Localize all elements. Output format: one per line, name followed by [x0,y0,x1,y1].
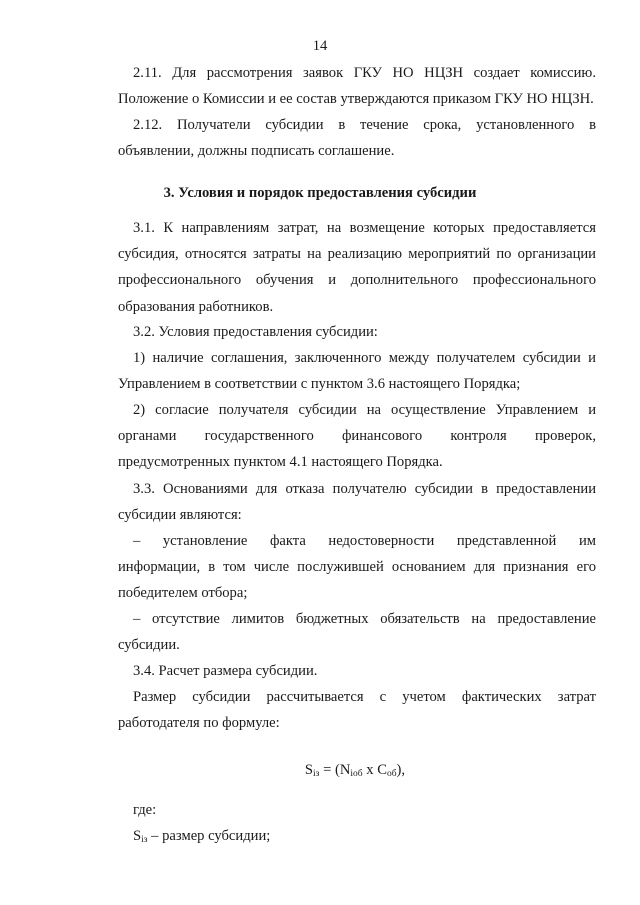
text-line: – установление факта недостоверности представленной им [133,533,596,549]
refusal-item-2 [118,606,596,658]
text-line: субсидии. [118,637,180,654]
text-line: где: [133,802,157,818]
text-line: объявлении, должны подписать соглашение. [118,143,395,160]
text-line: Управлением в соответствии с пунктом 3.6 настоящего Порядка; [118,376,521,393]
text-line: образования работников. [118,298,274,315]
text-line: профессионального обучения и дополнительного профессионального [118,272,596,289]
text-line: субсидии являются: [118,507,242,524]
text-line: предусмотренных пунктом 4.1 настоящего Порядка. [118,454,443,471]
text-line: Положение о Комиссии и ее состав утверждаются приказом ГКУ НО НЦЗН. [118,91,594,108]
text-line: – отсутствие лимитов бюджетных обязательств на предоставление [133,611,596,627]
text-line: 2.12. Получатели субсидии в течение срока, установленного в [133,117,596,133]
text-line: 3.4. Расчет размера субсидии. [133,663,318,679]
page-number: 14 [312,38,328,54]
section-heading: 3. Условия и порядок предоставления субсидии [163,185,477,201]
paragraph-3-1 [118,215,596,320]
paragraph-2-11 [118,60,596,112]
condition-item-1 [118,345,596,397]
subsidy-formula: $S_{iз} = (N_{iоб}$ x $C_{об}$), [304,762,406,779]
text-line: $S_{iз}$ – размер субсидии; [133,828,271,845]
text-line: информации, в том числе послужившей основанием для признания его [118,559,596,576]
text-line: победителем отбора; [118,585,248,602]
text-line: 1) наличие соглашения, заключенного между получателем субсидии и [133,350,596,366]
text-line: органами государственного финансового контроля проверок, [118,428,596,445]
where-label [118,797,596,823]
text-line: 2.11. Для рассмотрения заявок ГКУ НО НЦЗН создает комиссию. [133,65,596,81]
condition-item-2 [118,397,596,476]
definition-s [118,823,596,849]
paragraph-size [118,684,596,736]
text-line: 2) согласие получателя субсидии на осуществление Управлением и [133,402,596,418]
text-line: работодателя по формуле: [118,715,280,732]
text-line: субсидия, относятся затраты на реализацию мероприятий по организации [118,246,596,263]
text-line: Размер субсидии рассчитывается с учетом фактических затрат [133,689,596,705]
text-line: 3.2. Условия предоставления субсидии: [133,324,378,340]
paragraph-3-3 [118,476,596,528]
refusal-item-1 [118,528,596,607]
paragraph-3-4 [118,658,596,684]
text-line: 3.1. К направлениям затрат, на возмещение которых предоставляется [133,220,596,236]
text-line: 3.3. Основаниями для отказа получателю субсидии в предоставлении [133,481,596,497]
paragraph-3-2 [118,319,596,345]
paragraph-2-12 [118,112,596,164]
